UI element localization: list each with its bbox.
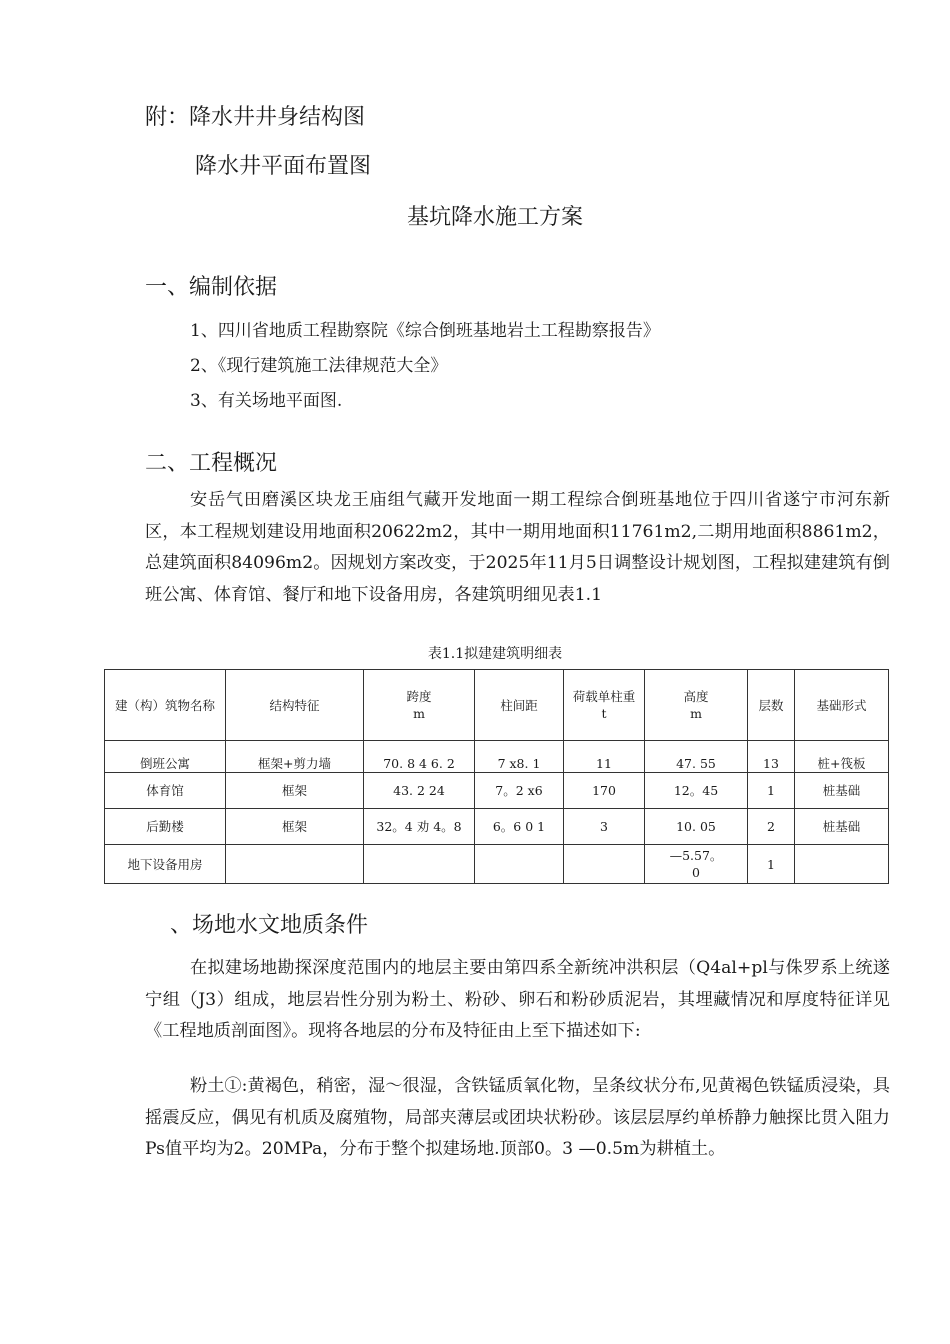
table-row [105, 809, 889, 845]
cell-structure: 框架 [226, 809, 364, 845]
cell-name: 地下设备用房 [105, 845, 226, 884]
header-floors: 层数 [748, 670, 795, 741]
cell-height: 47. 55 [645, 741, 748, 773]
document-title: 基坑降水施工方案 [406, 205, 583, 230]
cell-structure: 框架+剪力墙 [226, 741, 364, 773]
table-row [105, 741, 889, 773]
project-overview-paragraph: 安岳气田磨溪区块龙王庙组气藏开发地面一期工程综合倒班基地位于四川省遂宁市河东新区，本工程规划建设用地面积20622m2，其中一期用地面积11761m2,二期用地面积8861m2，总建筑面积84096m2。因规划方案改变，于2025年11月5日调整设计规划图，工程拟建建筑有倒班公寓、体育馆、餐厅和地下设备用房，各建筑明细见表1.1 [145, 490, 890, 605]
section3-heading: 、场地水文地质条件 [170, 913, 369, 938]
header-height: 高度 m [645, 670, 748, 741]
cell-spacing [475, 845, 564, 884]
cell-foundation [795, 845, 889, 884]
header-spacing: 柱间距 [475, 670, 564, 741]
attachment-line-2: 降水井平面布置图 [195, 154, 372, 179]
hydrogeology-paragraph-1: 在拟建场地勘探深度范围内的地层主要由第四系全新统冲洪积层（Q4al+pl与侏罗系上统遂宁组（J3）组成，地层岩性分别为粉土、粉砂、卵石和粉砂质泥岩，其埋藏情况和厚度特征详见《工程地质剖面图》。现将各地层的分布及特征由上至下描述如下: [145, 958, 890, 1041]
header-name: 建（构）筑物名称 [105, 670, 226, 741]
cell-span: 43. 2 24 [364, 773, 475, 809]
cell-floors: 2 [748, 809, 795, 845]
table-caption: 表1.1拟建建筑明细表 [427, 646, 563, 662]
section1-heading: 一、编制依据 [145, 275, 278, 300]
cell-load: 170 [564, 773, 645, 809]
cell-span: 70. 8 4 6. 2 [364, 741, 475, 773]
cell-name: 倒班公寓 [105, 741, 226, 773]
header-load: 荷载单柱重 t [564, 670, 645, 741]
cell-spacing: 7。2 x6 [475, 773, 564, 809]
cell-name: 后勤楼 [105, 809, 226, 845]
cell-height: —5.57。 0 [645, 845, 748, 884]
cell-height: 12。45 [645, 773, 748, 809]
cell-floors: 1 [748, 773, 795, 809]
cell-foundation: 桩基础 [795, 773, 889, 809]
cell-floors: 1 [748, 845, 795, 884]
cell-span: 32。4 劝 4。8 [364, 809, 475, 845]
cell-spacing: 7 x8. 1 [475, 741, 564, 773]
cell-load: 11 [564, 741, 645, 773]
table-row [105, 773, 889, 809]
cell-structure: 框架 [226, 773, 364, 809]
cell-height: 10. 05 [645, 809, 748, 845]
cell-structure [226, 845, 364, 884]
header-foundation: 基础形式 [795, 670, 889, 741]
cell-foundation: 桩+筏板 [795, 741, 889, 773]
basis-item-3: 3、有关场地平面图. [190, 391, 343, 411]
basis-item-1: 1、四川省地质工程勘察院《综合倒班基地岩土工程勘察报告》 [190, 321, 660, 341]
header-span: 跨度 m [364, 670, 475, 741]
cell-name: 体育馆 [105, 773, 226, 809]
cell-floors: 13 [748, 741, 795, 773]
attachment-line-1: 附：降水井井身结构图 [145, 105, 366, 130]
basis-item-2: 2、《现行建筑施工法律规范大全》 [190, 356, 448, 376]
cell-load: 3 [564, 809, 645, 845]
hydrogeology-paragraph-2: 粉土①:黄褐色，稍密，湿〜很湿，含铁锰质氧化物，呈条纹状分布,见黄褐色铁锰质浸染，具摇震反应，偶见有机质及腐殖物，局部夹薄层或团块状粉砂。该层层厚约单桥静力触探比贯入阻力Ps值平均为2。20MPa，分布于整个拟建场地.顶部0。3 —0.5m为耕植土。 [145, 1076, 890, 1159]
header-structure: 结构特征 [226, 670, 364, 741]
table-header-row [105, 670, 889, 741]
section2-heading: 二、工程概况 [145, 451, 278, 476]
building-spec-table [104, 669, 889, 884]
cell-span [364, 845, 475, 884]
cell-spacing: 6。6 0 1 [475, 809, 564, 845]
cell-load [564, 845, 645, 884]
cell-foundation: 桩基础 [795, 809, 889, 845]
table-row [105, 845, 889, 884]
